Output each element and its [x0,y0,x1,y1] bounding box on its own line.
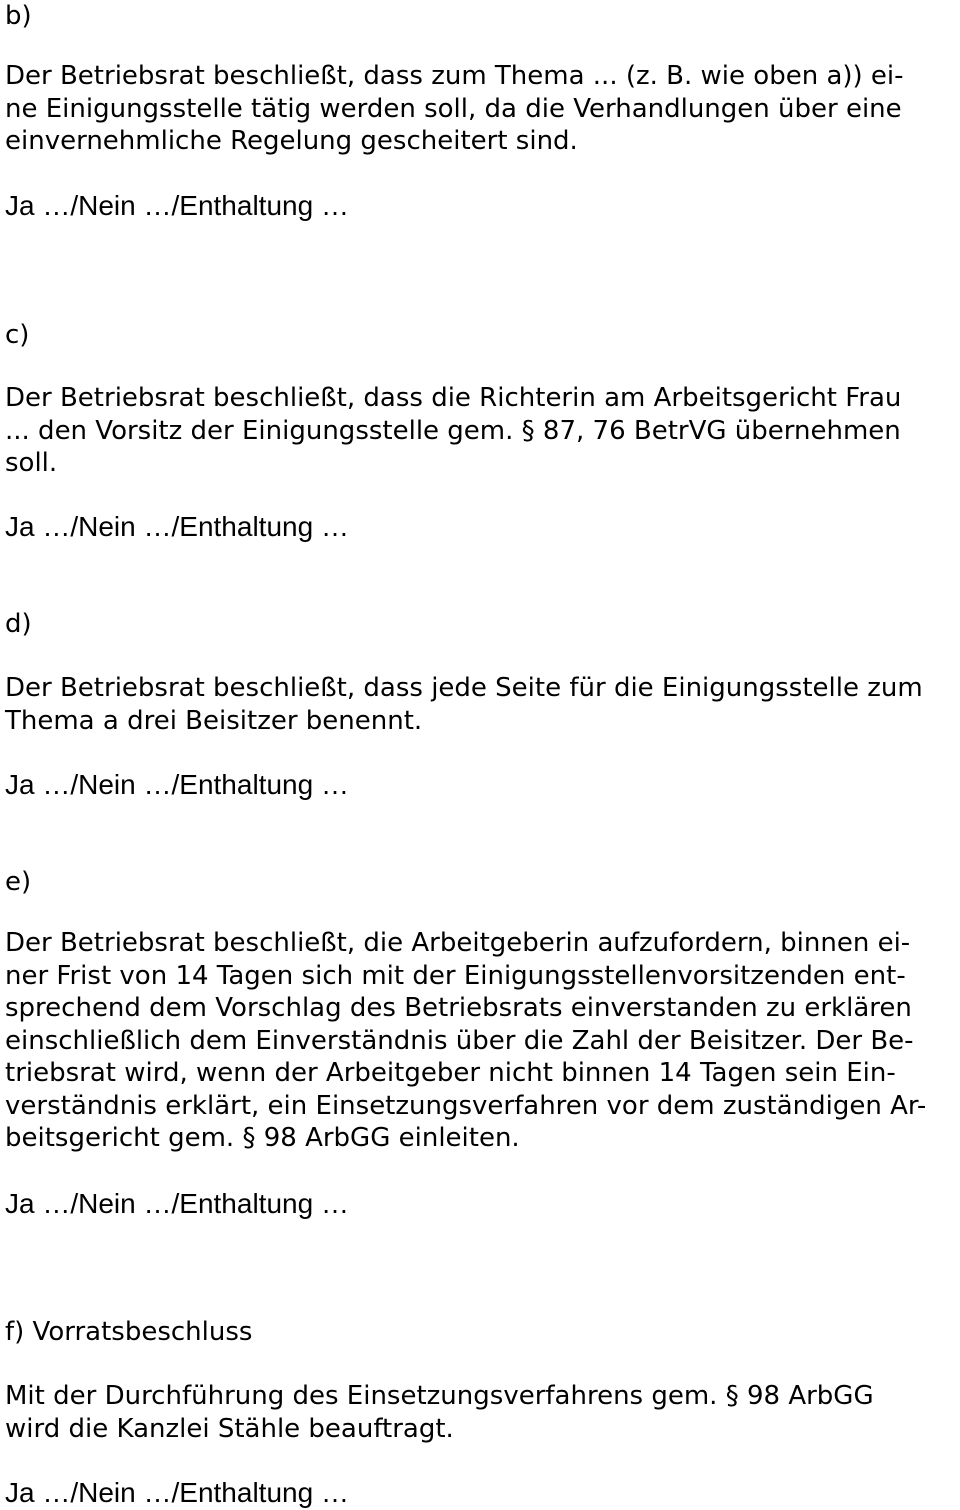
section-f-text: Mit der Durchführung des Einsetzungsverfahrens gem. § 98 ArbGG wird die Kanzlei Stähle beauftragt. [5,1381,874,1444]
section-f-label: f) Vorratsbeschluss [5,1317,253,1347]
section-d-label: d) [5,609,32,639]
section-b-vote: Ja …/Nein …/Enthaltung … [5,190,349,221]
section-d-text: Der Betriebsrat beschließt, dass jede Seite für die Einigungsstelle zum Thema a drei Beisitzer benennt. [5,673,923,736]
section-e-label: e) [5,867,32,897]
section-e-vote: Ja …/Nein …/Enthaltung … [5,1188,349,1219]
section-d-vote: Ja …/Nein …/Enthaltung … [5,769,349,800]
section-b-label: b) [5,1,32,31]
section-c-label: c) [5,320,30,350]
section-f-vote: Ja …/Nein …/Enthaltung … [5,1477,349,1508]
section-c-vote: Ja …/Nein …/Enthaltung … [5,511,349,542]
section-b-text: Der Betriebsrat beschließt, dass zum Thema ... (z. B. wie oben a)) ei- ne Einigungsstelle tätig werden soll, da die Verhandlungen über eine einvernehmliche Regelung gescheitert sind. [5,61,904,156]
section-c-text: Der Betriebsrat beschließt, dass die Richterin am Arbeitsgericht Frau ... den Vorsitz der Einigungsstelle gem. § 87, 76 BetrVG übernehmen soll. [5,383,902,478]
section-e-text: Der Betriebsrat beschließt, die Arbeitgeberin aufzufordern, binnen ei- ner Frist von 14 Tagen sich mit der Einigungsstellenvorsitzenden ent- sprechend dem Vorschlag des Betriebsrats einverstanden zu erklären einschließlich dem Einverständnis über die Zahl der Beisitzer. Der Be- triebsrat wird, wenn der Arbeitgeber nicht binnen 14 Tagen sein Ein- verständnis erklärt, ein Einsetzungsverfahren vor dem zuständigen Ar- beitsgericht gem. § 98 ArbGG einleiten. [5,928,927,1153]
